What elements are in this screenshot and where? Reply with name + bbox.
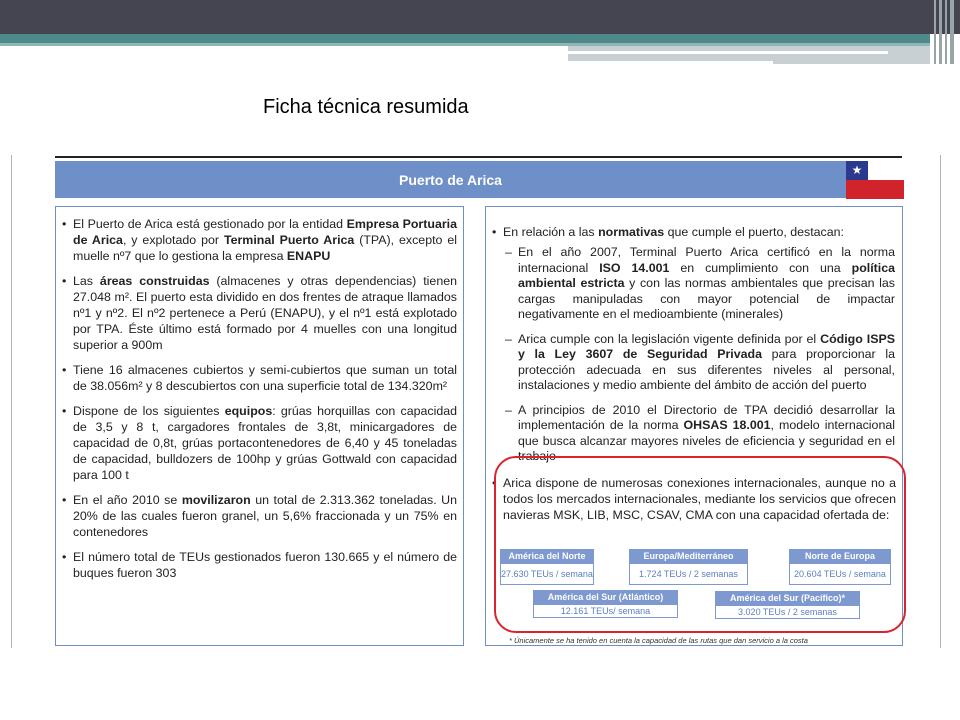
list-item: • Dispone de los siguientes equipos: grúas horquillas con capacidad de 3,5 y 8 t, cargadores frontales de 3,8t, minicargadores de capacidad de 0,8t, grúas portacontenedores de 6,40 y 45 toneladas de capacidad, bulldozers de 100hp y grúas Gottwald con capacidad para 100 t xyxy=(61,403,457,483)
embedded-document xyxy=(11,155,941,648)
connection-box-america-sur-pacifico: América del Sur (Pacífico)* 3.020 TEUs / 2 semanas xyxy=(715,591,860,619)
list-item: • En relación a las normativas que cumple el puerto, destacan: xyxy=(491,224,896,240)
decorative-line xyxy=(568,61,773,64)
document-top-rule xyxy=(55,156,902,158)
left-column xyxy=(55,206,464,646)
accent-bar xyxy=(0,34,930,43)
list-item: • Arica dispone de numerosas conexiones internacionales, aunque no a todos los mercados internacionales, mediante los servicios que ofrecen navieras MSK, LIB, MSC, CSAV, CMA con una capacidad ofertada de: xyxy=(491,475,896,523)
header-bar xyxy=(0,0,960,34)
list-item: • El número total de TEUs gestionados fueron 130.665 y el número de buques fueron 303 xyxy=(61,549,457,581)
connection-box-europa-mediterraneo: Europa/Mediterráneo 1.724 TEUs / 2 semanas xyxy=(629,549,748,585)
left-bullet-list xyxy=(56,207,463,581)
chile-flag-icon xyxy=(846,161,904,199)
list-item: • En el año 2010 se movilizaron un total de 2.313.362 toneladas. Un 20% de las cuales fueron granel, un 5,6% fraccionada y un 75% en contenedores xyxy=(61,492,457,540)
footnote: * Únicamente se ha tenido en cuenta la capacidad de las rutas que dan servicio a la costa xyxy=(509,636,808,645)
list-item: • Tiene 16 almacenes cubiertos y semi-cubiertos que suman un total de 38.056m² y 8 descubiertos con una superficie total de 134.320m² xyxy=(61,362,457,394)
decorative-line xyxy=(568,51,888,54)
sub-list-item: – A principios de 2010 el Directorio de TPA decidió desarrollar la implementación de la norma OHSAS 18.001, modelo internacional que busca alcanzar mayores niveles de eficiencia y seguridad en el trabajo xyxy=(505,403,895,465)
list-item: • El Puerto de Arica está gestionado por la entidad Empresa Portuaria de Arica, y explotado por Terminal Puerto Arica (TPA), excepto el muelle nº7 que lo gestiona la empresa ENAPU xyxy=(61,216,457,264)
connection-box-norte-europa: Norte de Europa 20.604 TEUs / semana xyxy=(789,549,891,585)
connection-box-america-sur-atlantico: América del Sur (Atlántico) 12.161 TEUs/ semana xyxy=(533,590,678,618)
decorative-vertical-lines xyxy=(930,0,960,64)
sub-list-item: – Arica cumple con la legislación vigente definida por el Código ISPS y la Ley 3607 de Seguridad Privada para proporcionar la protección adecuada en sus diferentes niveles al personal, instalaciones y medio ambiente del ámbito de acción del puerto xyxy=(505,332,895,394)
connection-box-america-norte: América del Norte 27.630 TEUs / semana xyxy=(500,549,594,585)
slide-title: Ficha técnica resumida xyxy=(263,96,469,118)
flag-star: ★ xyxy=(846,161,868,180)
list-item: • Las áreas construidas (almacenes y otras dependencias) tienen 27.048 m². El puerto esta dividido en dos frentes de atraque llamados nº1 y nº2. El nº2 pertenece a Perú (ENAPU), y el nº1 está explotado por TPA. Éste último está formado por 4 muelles con una longitud superior a 900m xyxy=(61,273,457,353)
document-banner: Puerto de Arica xyxy=(55,161,846,198)
sub-list-item: – En el año 2007, Terminal Puerto Arica certificó en la norma internacional ISO 14.001 en cumplimiento con una política ambiental estricta y con las normas ambientales que precisan las cargas manipuladas con mayor potencial de impactar negativamente en el medioambiente (minerales) xyxy=(505,245,895,323)
